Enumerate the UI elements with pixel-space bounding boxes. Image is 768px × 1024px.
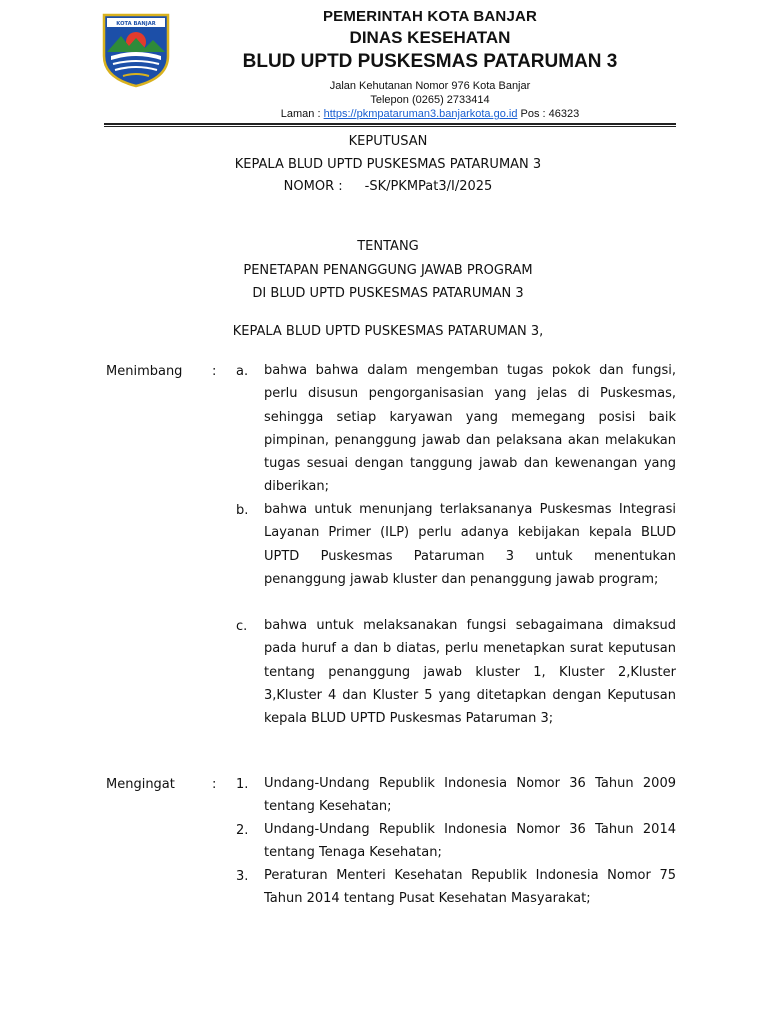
kop-divider-thin xyxy=(104,126,676,127)
title-kepala: KEPALA BLUD UPTD PUSKESMAS PATARUMAN 3 xyxy=(234,157,542,172)
mengingat-label: Mengingat xyxy=(106,777,175,792)
kop-institution-name: BLUD UPTD PUSKESMAS PATARUMAN 3 xyxy=(242,51,618,72)
kop-address: Jalan Kehutanan Nomor 976 Kota Banjar xyxy=(329,80,531,92)
title-tentang: TENTANG xyxy=(357,239,419,254)
mengingat-item-mark: 1. xyxy=(236,777,249,792)
menimbang-item-text: bahwa untuk melaksanakan fungsi sebagaimana dimaksud pada huruf a dan b diatas, perlu menetapkan surat keputusan tentang penanggung jawab kluster 1, Kluster 2,Kluster 3,Kluster 4 dan Kluster 5 yang ditetapkan dengan Keputusan kepala BLUD UPTD Puskesmas Pataruman 3; xyxy=(264,618,676,727)
menimbang-item-mark: b. xyxy=(236,503,249,518)
mengingat-item-text: Undang-Undang Republik Indonesia Nomor 36 Tahun 2014 tentang Tenaga Kesehatan; xyxy=(264,822,676,861)
mengingat-item-text: Undang-Undang Republik Indonesia Nomor 36 Tahun 2009 tentang Kesehatan; xyxy=(264,776,676,815)
mengingat-item-mark: 2. xyxy=(236,823,249,838)
kop-website-link[interactable]: https://pkmpataruman3.banjarkota.go.id xyxy=(323,108,518,120)
menimbang-item-text: bahwa untuk menunjang terlaksananya Puskesmas Integrasi Layanan Primer (ILP) perlu adanya kebijakan kepala BLUD UPTD Puskesmas Pataruman 3 untuk menentukan penanggung jawab kluster dan penanggung jawab program; xyxy=(264,502,676,587)
mengingat-item-mark: 3. xyxy=(236,869,249,884)
mengingat-colon: : xyxy=(212,777,217,792)
nomor-label: NOMOR : xyxy=(283,179,343,194)
menimbang-item-mark: c. xyxy=(236,619,248,634)
kota-banjar-emblem-logo xyxy=(101,12,171,88)
nomor-value: -SK/PKMPat3/I/2025 xyxy=(364,179,493,194)
mengingat-item-text: Peraturan Menteri Kesehatan Republik Indonesia Nomor 75 Tahun 2014 tentang Pusat Kesehatan Masyarakat; xyxy=(264,868,676,907)
menimbang-label: Menimbang xyxy=(106,364,183,379)
kop-divider-thick xyxy=(104,123,676,125)
menimbang-item-mark: a. xyxy=(236,364,249,379)
title-kepala-statement: KEPALA BLUD UPTD PUSKESMAS PATARUMAN 3, xyxy=(232,324,544,339)
logo-text: KOTA BANJAR xyxy=(116,21,156,27)
title-subject-line2: DI BLUD UPTD PUSKESMAS PATARUMAN 3 xyxy=(252,286,524,301)
kop-phone: Telepon (0265) 2733414 xyxy=(370,94,490,106)
kop-web-prefix: Laman : xyxy=(280,108,324,120)
kop-postal: Pos : 46323 xyxy=(517,108,580,120)
menimbang-item-text: bahwa bahwa dalam mengemban tugas pokok dan fungsi, perlu disusun pengorganisasian yang jelas di Puskesmas, sehingga setiap karyawan yang memegang posisi baik pimpinan, penanggung jawab dan pelaksana akan melakukan tugas sesuai dengan tanggung jawab dan kewenangan yang diberikan; xyxy=(264,363,676,495)
title-keputusan: KEPUTUSAN xyxy=(348,134,428,149)
title-subject-line1: PENETAPAN PENANGGUNG JAWAB PROGRAM xyxy=(243,263,533,278)
menimbang-colon: : xyxy=(212,364,217,379)
kop-government-name: PEMERINTAH KOTA BANJAR xyxy=(322,8,538,25)
kop-agency-name: DINAS KESEHATAN xyxy=(349,28,511,47)
title-nomor xyxy=(100,179,676,194)
kop-website-line xyxy=(180,108,680,120)
